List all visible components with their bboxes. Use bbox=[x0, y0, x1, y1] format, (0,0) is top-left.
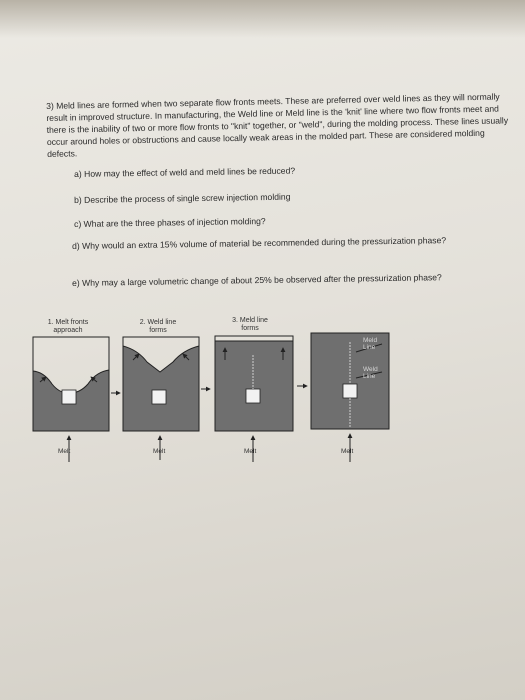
question-part-c: c) What are the three phases of injection molding? bbox=[74, 215, 266, 229]
panel-3-insert bbox=[246, 389, 260, 403]
melt-label-4: Melt bbox=[341, 448, 354, 455]
panel-3-melt bbox=[215, 341, 293, 431]
step-3-label-line1: 3. Meld line bbox=[232, 317, 268, 324]
melt-label-3: Melt bbox=[244, 448, 257, 455]
step-3-label-line2: forms bbox=[241, 325, 259, 332]
step-2-label-line2: forms bbox=[149, 327, 167, 334]
step-1-label-line2: approach bbox=[53, 327, 83, 334]
panel-1 bbox=[33, 337, 109, 462]
question-part-e: e) Why may a large volumetric change of about 25% be observed after the pressurization phase? bbox=[72, 272, 442, 288]
question-part-b: b) Describe the process of single screw injection molding bbox=[74, 191, 291, 205]
weld-line-label: Weld Line bbox=[363, 366, 378, 380]
step-1-label-line1: 1. Melt fronts bbox=[47, 319, 89, 326]
question-intro: 3) Meld lines are formed when two separate flow fronts meets. These are preferred over weld lines as they will normally result in improved structure. In manufacturing, the Weld line or Meld line is the 'knit' line where two flow fronts meet and there is the inability of two or more flow fronts to "knit" together, or "weld", during the molding process. These lines usually occur around holes or obstructions and cause locally weak areas in the molded part. These are considered molding defects. bbox=[46, 91, 509, 160]
question-part-a: a) How may the effect of weld and meld lines be reduced? bbox=[74, 165, 296, 179]
panel-3 bbox=[215, 336, 293, 462]
panel-4 bbox=[311, 333, 389, 462]
melt-label-2: Melt bbox=[153, 448, 166, 455]
panel-1-insert bbox=[62, 390, 76, 404]
step-2-label-line1: 2. Weld line bbox=[139, 319, 177, 326]
panel-2 bbox=[123, 337, 199, 460]
meld-line-label: Meld Line bbox=[363, 337, 378, 351]
panel-4-insert bbox=[343, 384, 357, 398]
melt-label-1: Melt bbox=[58, 448, 71, 455]
question-part-d: d) Why would an extra 15% volume of material be recommended during the pressurization phase? bbox=[72, 235, 447, 251]
panel-2-insert bbox=[152, 390, 166, 404]
